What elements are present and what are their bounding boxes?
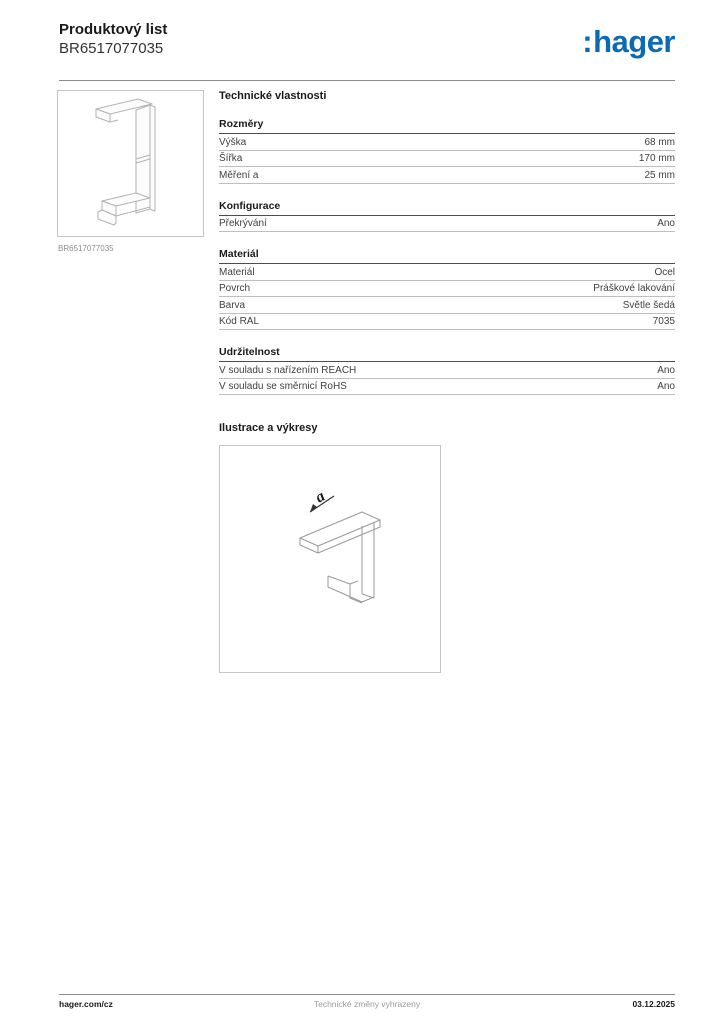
footer-url: hager.com/cz [59,999,113,1009]
section-title: Materiál [219,248,675,264]
property-row [219,167,675,184]
property-value: Ano [657,218,675,229]
property-label: Materiál [219,266,255,278]
property-row [219,216,675,233]
technical-properties [219,90,675,673]
property-row [219,314,675,331]
page-title: Produktový list [59,21,168,38]
section-heading-technical: Technické vlastnosti [219,90,327,102]
section-title: Rozměry [219,118,675,134]
technical-drawing-icon [220,446,440,672]
section-title: Udržitelnost [219,346,675,362]
logo-colon-icon: : [582,24,593,59]
property-row [219,264,675,281]
property-label: Kód RAL [219,316,260,327]
property-label: V souladu s nařízením REACH [219,364,357,376]
illustration-drawing [219,445,441,673]
property-row [219,151,675,168]
logo-text: hager [593,24,675,59]
section-heading-illustrations: Ilustrace a výkresy [219,422,318,434]
property-value: Práškové lakování [593,283,675,294]
property-value: 68 mm [644,136,675,148]
property-label: Šířka [219,153,243,164]
hager-logo [582,26,675,58]
property-label: Povrch [219,283,251,294]
header-divider [59,80,675,81]
product-image [57,90,204,237]
property-section [219,248,675,330]
header [59,20,675,58]
property-label: V souladu se směrnicí RoHS [219,381,347,392]
product-drawing-icon [58,91,205,238]
header-product-id: BR6517077035 [59,40,164,57]
footer-date: 03.12.2025 [632,999,675,1009]
section-title: Konfigurace [219,200,675,216]
property-value: 25 mm [644,169,675,181]
property-value: Světle šedá [622,299,675,311]
footer-note: Technické změny vyhrazeny [313,999,421,1009]
property-label: Měření a [219,169,259,181]
property-value: 7035 [652,316,675,327]
property-label: Barva [219,299,246,311]
property-row [219,134,675,151]
property-label: Překrývání [219,218,267,229]
product-image-caption: BR6517077035 [58,244,114,253]
property-row [219,281,675,298]
property-section [219,200,675,233]
footer-divider [59,994,675,995]
property-section [219,118,675,184]
property-value: Ano [657,381,675,392]
property-section [219,346,675,395]
property-value: 170 mm [638,153,675,164]
property-sections [219,118,675,395]
property-row [219,362,675,379]
property-value: Ano [657,364,675,376]
dimension-label: a [312,487,328,507]
property-row [219,379,675,396]
property-row [219,297,675,314]
property-value: Ocel [654,266,675,278]
property-label: Výška [219,136,247,148]
